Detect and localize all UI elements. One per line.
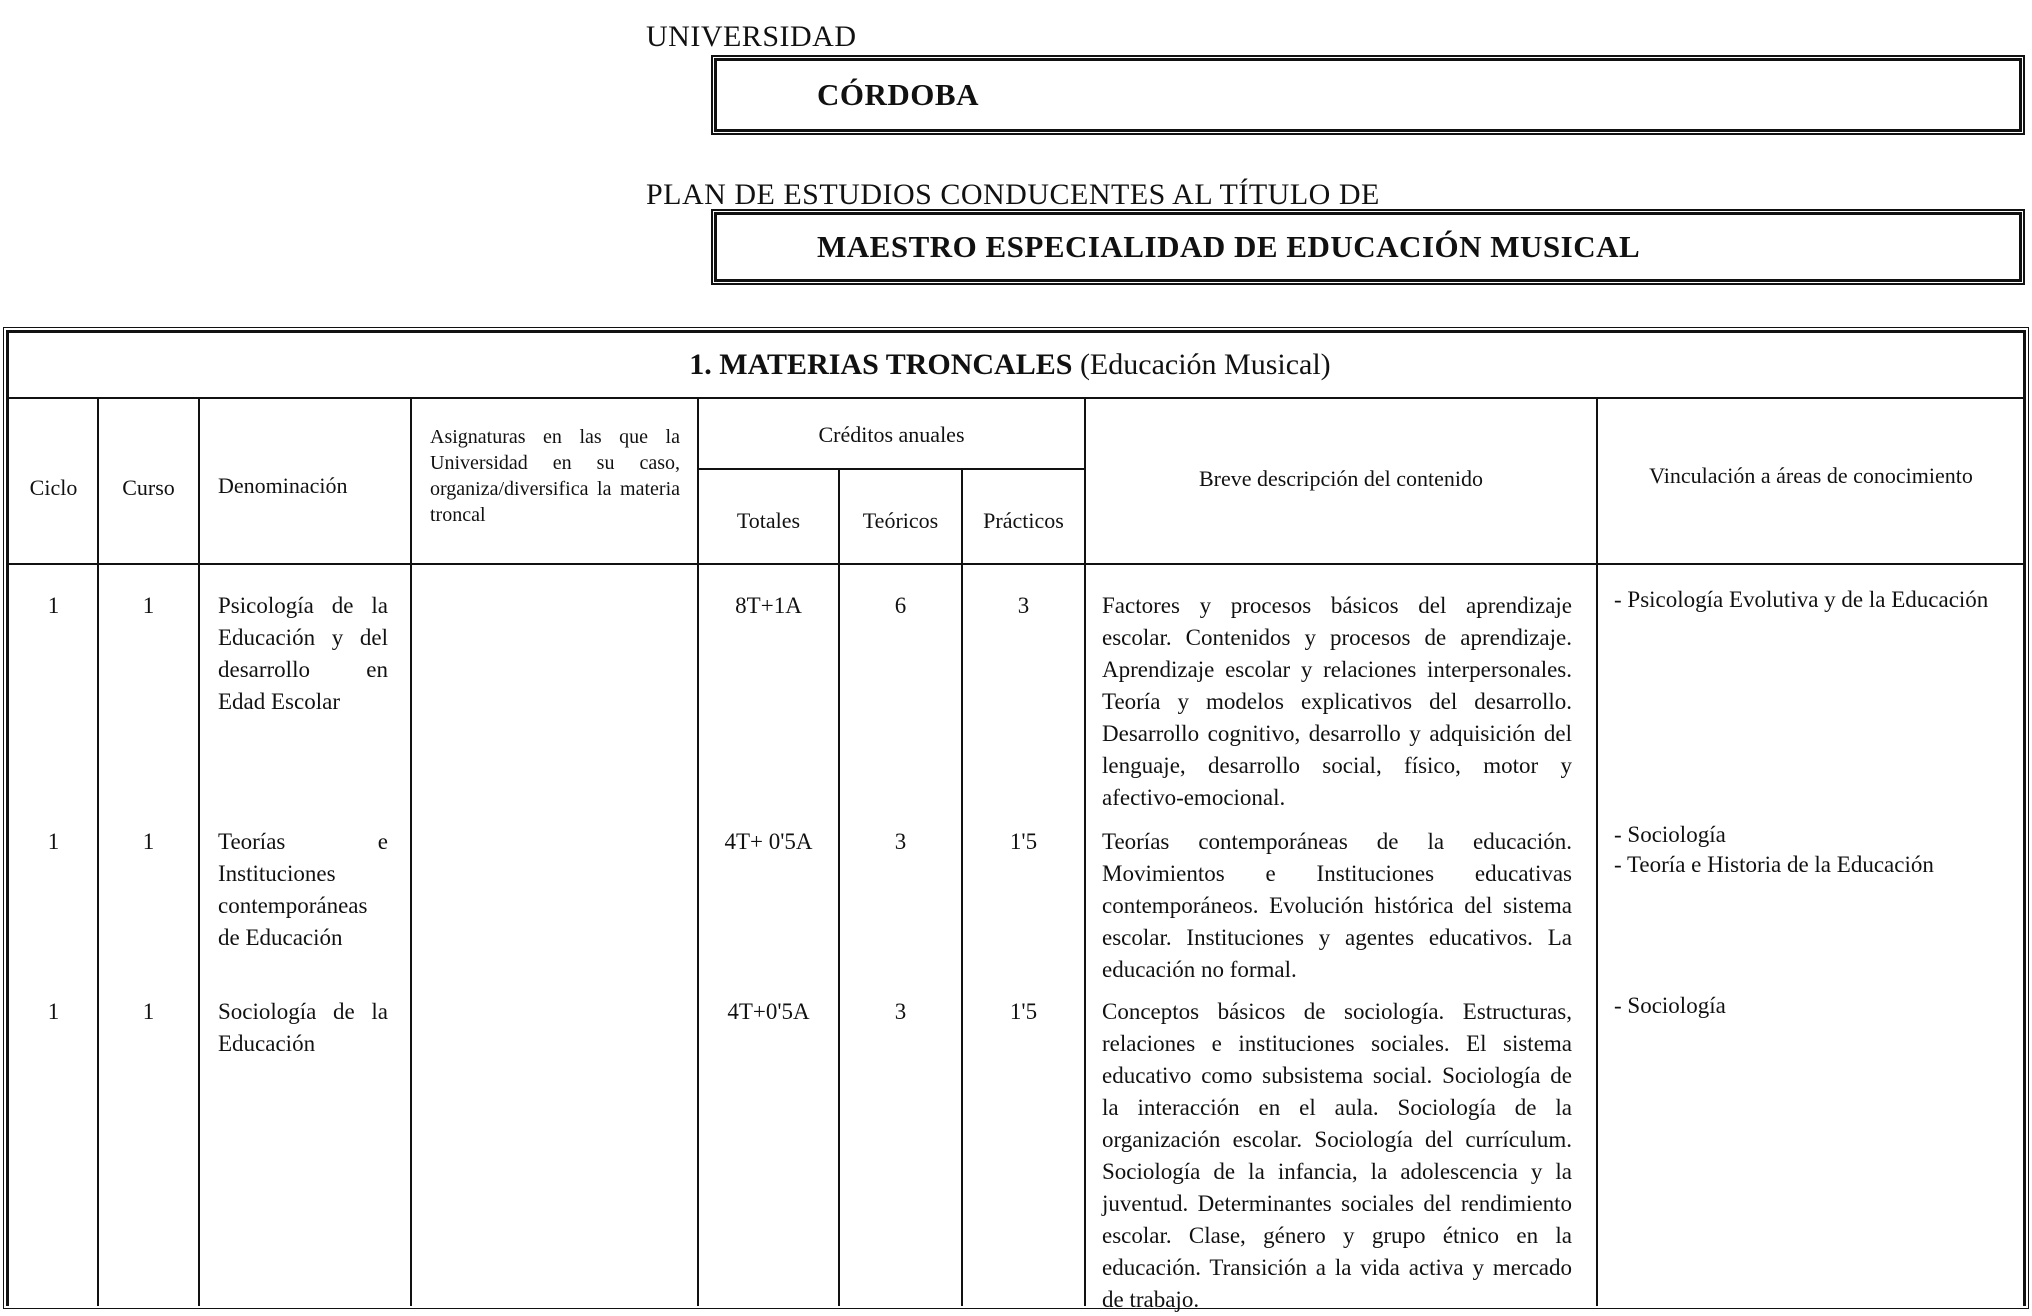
row1-areas bbox=[1614, 584, 2014, 616]
row2-curso: 1 bbox=[142, 829, 155, 854]
header-totales: Totales bbox=[736, 508, 801, 533]
header-creditos: Créditos anuales bbox=[818, 422, 965, 447]
row3-curso: 1 bbox=[142, 999, 155, 1024]
header-denominacion: Denominación bbox=[218, 473, 348, 498]
row2-area-1: - Sociología bbox=[1614, 822, 1726, 847]
row1-area-1: - Psicología Evolutiva y de la Educación bbox=[1614, 587, 1989, 612]
row2-totales: 4T+ 0'5A bbox=[724, 829, 813, 854]
section-title-sub: (Educación Musical) bbox=[1072, 348, 1331, 381]
row2-practicos: 1'5 bbox=[1009, 829, 1038, 854]
table-rule bbox=[198, 397, 200, 1306]
row1-denominacion: Psicología de la Educación y del desarrollo en Edad Escolar bbox=[218, 593, 388, 714]
row3-descripcion: Conceptos básicos de sociología. Estructuras, relaciones e instituciones sociales. El sistema educativo como subsistema social. Sociología de la interacción en el aula. Sociología de la organización escolar. Sociología del currículum. Sociología de la infancia, la adolescencia y la juventud. Determinantes sociales del rendimiento escolar. Clase, género y grupo étnico en la educación. Transición a la vida activa y mercado de trabajo. bbox=[1102, 999, 1572, 1312]
row2-area-2: - Teoría e Historia de la Educación bbox=[1614, 852, 1934, 877]
row2-areas bbox=[1614, 820, 2014, 880]
section-title-main: 1. MATERIAS TRONCALES bbox=[689, 348, 1073, 381]
header-asignaturas: Asignaturas en las que la Universidad en su caso, organiza/diversifica la materia troncal bbox=[430, 426, 680, 526]
plan-label: PLAN DE ESTUDIOS CONDUCENTES AL TÍTULO DE bbox=[646, 178, 1380, 211]
university-name-box bbox=[714, 58, 2022, 132]
table-rule bbox=[1596, 397, 1598, 1306]
table-rule bbox=[8, 397, 2024, 399]
header-descripcion: Breve descripción del contenido bbox=[1198, 466, 1484, 491]
header-ciclo: Ciclo bbox=[29, 475, 78, 500]
section-title bbox=[0, 348, 2020, 382]
table-rule bbox=[1084, 397, 1086, 1306]
header-teoricos: Teóricos bbox=[862, 508, 939, 533]
row1-totales: 8T+1A bbox=[735, 593, 802, 618]
row3-denominacion: Sociología de la Educación bbox=[218, 999, 388, 1056]
university-label: UNIVERSIDAD bbox=[646, 20, 857, 53]
university-name: CÓRDOBA bbox=[817, 77, 979, 112]
row3-areas bbox=[1614, 990, 2014, 1022]
row1-ciclo: 1 bbox=[47, 593, 60, 618]
row1-descripcion: Factores y procesos básicos del aprendizaje escolar. Contenidos y procesos de aprendizaje. Aprendizaje escolar y relaciones interpersonales. Teoría y modelos explicativos del desarrollo. Desarrollo cognitivo, desarrollo y adquisición del lenguaje, desarrollo social, físico, motor y afectivo-emocional. bbox=[1102, 593, 1572, 810]
row1-practicos: 3 bbox=[1017, 593, 1030, 618]
row2-descripcion: Teorías contemporáneas de la educación. Movimientos e Instituciones educativas contemporáneos. Evolución histórica del sistema escolar. Instituciones y agentes educativos. La educación no formal. bbox=[1102, 829, 1572, 982]
row1-curso: 1 bbox=[142, 593, 155, 618]
degree-title-box bbox=[714, 212, 2022, 282]
row3-teoricos: 3 bbox=[894, 999, 907, 1024]
header-curso: Curso bbox=[122, 475, 175, 500]
degree-title: MAESTRO ESPECIALIDAD DE EDUCACIÓN MUSICAL bbox=[817, 229, 1641, 264]
header-vinculacion: Vinculación a áreas de conocimiento bbox=[1649, 463, 1973, 488]
row3-totales: 4T+0'5A bbox=[727, 999, 810, 1024]
table-rule bbox=[410, 397, 412, 1306]
row2-ciclo: 1 bbox=[47, 829, 60, 854]
row3-area-1: - Sociología bbox=[1614, 993, 1726, 1018]
row2-denominacion: Teorías e Instituciones contemporáneas de Educación bbox=[218, 829, 388, 950]
row2-teoricos: 3 bbox=[894, 829, 907, 854]
row3-practicos: 1'5 bbox=[1009, 999, 1038, 1024]
table-rule bbox=[697, 468, 1085, 470]
row3-ciclo: 1 bbox=[47, 999, 60, 1024]
header-practicos: Prácticos bbox=[983, 508, 1064, 533]
row1-teoricos: 6 bbox=[894, 593, 907, 618]
table-rule bbox=[8, 563, 2024, 565]
